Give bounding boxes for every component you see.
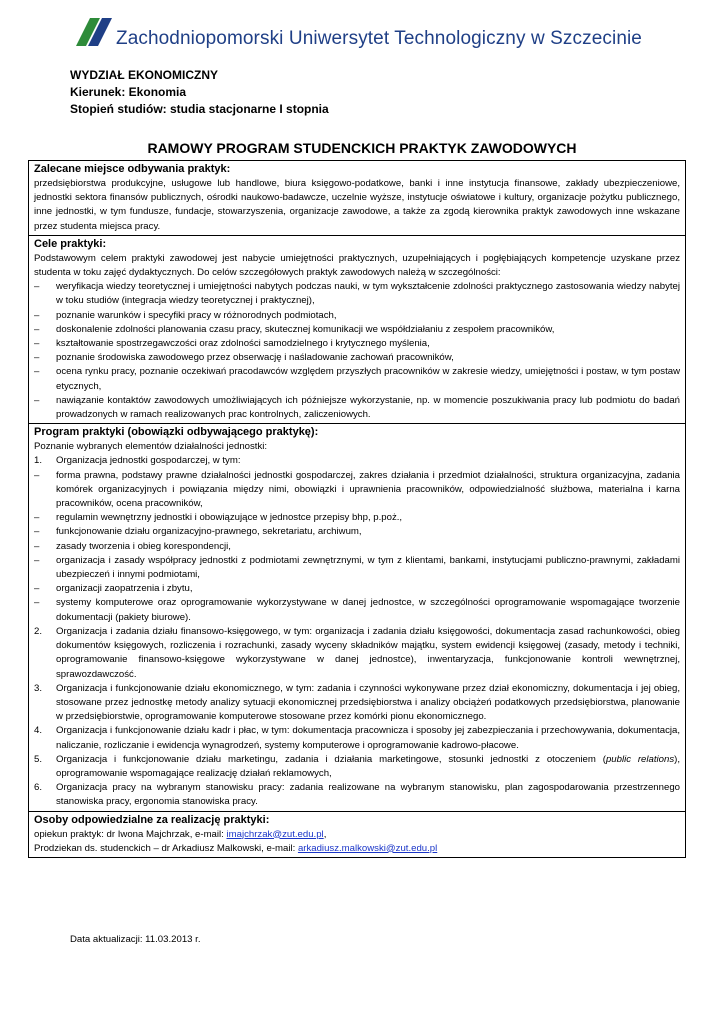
list-item: – kształtowanie spostrzegawczości oraz zdolności samodzielnego i krytycznego myślenia, [34,337,680,351]
vice-dean-email-link[interactable]: arkadiusz.malkowski@zut.edu.pl [297,842,438,854]
section-goals-intro: Podstawowym celem praktyki zawodowej jest nabycie umiejętności praktycznych, uzupełniających i pogłębiających kompetencje uzyskane przez studenta w toku zajęć dydaktycznych. Do celów szczegółowych praktyk zawodowych należą w szczególności: [34,252,680,279]
list-item: – regulamin wewnętrzny jednostki i obowiązujące w jednostce przepisy bhp, p.poż., [34,511,680,525]
dash-bullet: – [34,469,40,481]
dash-bullet: – [34,338,40,350]
dash-bullet: – [34,512,40,524]
list-item: – ocena rynku pracy, poznanie oczekiwań pracodawców względem przyszłych pracowników w zakresie wiedzy, umiejętności i postaw, w tym postaw etycznych, [34,366,680,392]
program-list [34,454,680,468]
item-number: 4. [34,725,43,737]
study-level-label: Stopień studiów: studia stacjonarne I stopnia [70,102,329,116]
public-relations-term: public relations [605,753,675,765]
section-program [29,423,685,810]
dash-bullet: – [34,394,40,406]
goals-list [34,280,680,422]
program-table [28,160,686,858]
section-goals [29,235,685,423]
section-place [29,161,685,235]
dash-bullet: – [34,352,40,364]
dash-bullet: – [34,281,40,293]
dash-bullet: – [34,554,40,566]
list-item: – organizacja i zasady współpracy jednostki z podmiotami zewnętrznymi, w tym z klientami, bankami, instytucjami publiczno-prawnymi, zakładami ubezpieczeń i innymi podmiotami, [34,554,680,581]
dash-bullet: – [34,583,40,595]
program-item-6: 6. Organizacja pracy na wybranym stanowisku pracy: zadania realizowane na wybranym stanowisku, plan zagospodarowania przestrzennego stanowiska pracy, ergonomia stanowiska pracy. [34,782,680,808]
dash-bullet: – [34,366,40,378]
dash-bullet: – [34,323,40,335]
section-program-heading: Program praktyki (obowiązki odbywającego praktykę): [34,426,319,439]
section-goals-heading: Cele praktyki: [34,237,107,250]
item-number: 3. [34,682,43,694]
document-meta [70,67,329,118]
list-item: – doskonalenie zdolności planowania czasu pracy, skutecznej komunikacji we współdziałaniu z zespołem pracowników, [34,323,680,337]
section-program-intro: Poznanie wybranych elementów działalności jednostki: [34,441,268,453]
program-list-continued [34,625,680,810]
university-name: Zachodniopomorski Uniwersytet Technologiczny w Szczecinie [116,28,642,49]
list-item: – organizacji zaopatrzenia i zbytu, [34,582,680,596]
dash-bullet: – [34,540,40,552]
item-number: 1. [34,455,43,467]
supervisor-email-link[interactable]: imajchrzak@zut.edu.pl [226,828,324,840]
section-persons-heading: Osoby odpowiedzialne za realizację praktyki: [34,813,270,826]
dash-bullet: – [34,309,40,321]
dash-bullet: – [34,526,40,538]
document-header [70,12,710,52]
section-place-heading: Zalecane miejsce odbywania praktyk: [34,163,231,175]
list-item: – systemy komputerowe oraz oprogramowanie wykorzystywane w danej jednostce, w szczególności oprogramowanie wspomagające tworzenie dokumentacji (pakiety biurowe). [34,597,680,623]
item-number: 6. [34,782,43,794]
section-persons [29,811,685,857]
major-label: Kierunek: Ekonomia [70,85,187,99]
list-item: – forma prawna, podstawy prawne działalności jednostki gospodarczej, zakres działania i przedmiot działalności, struktura organizacyjna, zadania komórek organizacyjnych i powiązania między nimi, obowiązki i uprawnienia pracowników, odpowiedzialność służbowa, materialna i karna pracowników, ocena pracowników, [34,469,680,510]
list-item: – weryfikacja wiedzy teoretycznej i umiejętności nabytych podczas nauki, w tym wykształcenie zdolności praktycznego zastosowania wiedzy nabytej w toku studiów (integracja wiedzy teoretycznej i praktycznej), [34,281,680,307]
section-place-text: przedsiębiorstwa produkcyjne, usługowe lub handlowe, biura księgowo-podatkowe, banki i inne instytucja finansowe, zakłady ubezpieczeniowe, jednostki sektora finansów publicznych, ośrodki naukowo-badawcze, uczelnie wyższe, instytucje oświatowe i kultury, organizacje pożytku publicznego, inne jednostki, w tym fundusze, fundacje, stowarzyszenia, organizacje zawodowe, a także za zgodą kierownika praktyk zawodowych inne wskazane przez studenta miejsca pracy. [34,178,680,232]
list-item: – funkcjonowanie działu organizacyjno-prawnego, sekretariatu, archiwum, [34,525,680,539]
vice-dean-line: Prodziekan ds. studenckich – dr Arkadiusz Malkowski, e-mail: arkadiusz.malkowski@zut.edu.pl [34,842,438,854]
program-item-3: 3. Organizacja i funkcjonowanie działu ekonomicznego, w tym: zadania i czynności wykonywane przez dział ekonomiczny, dokumentacja i jej obieg, stosowane przez jednostkę metody analizy sytuacji ekonomicznej przedsiębiorstwa i analizy obciążeń podatkowych przedsiębiorstwa, planowanie w przedsiębiorstwie, oprogramowanie komputerowe stosowane przez komórki pionu ekonomicznego. [34,682,680,723]
document-title: RAMOWY PROGRAM STUDENCKICH PRAKTYK ZAWODOWYCH [147,140,577,156]
program-item-4: 4. Organizacja i funkcjonowanie działu kadr i płac, w tym: dokumentacja pracownicza i sposoby jej zabezpieczania i przechowywania, dokumentacja, naliczanie, rozliczanie i ewidencja wynagrodzeń, systemy komputerowe i oprogramowanie kadrowo-płacowe. [34,725,680,751]
list-item: – poznanie warunków i specyfiki pracy w różnorodnych podmiotach, [34,309,680,323]
list-item: – zasady tworzenia i obieg korespondencji, [34,540,680,554]
item-number: 2. [34,625,43,637]
program-item-5: 5. Organizacja i funkcjonowanie działu marketingu, zadania i działania marketingowe, stosunki jednostki z otoczeniem (public relations), oprogramowanie wspomagające realizację działań reklamowych, [34,753,681,779]
update-date: Data aktualizacji: 11.03.2013 r. [70,934,201,945]
dash-bullet: – [34,597,40,609]
program-item-1: 1. Organizacja jednostki gospodarczej, w tym: [34,454,680,468]
item-number: 5. [34,753,43,765]
list-item: – nawiązanie kontaktów zawodowych umożliwiających ich późniejsze wykorzystanie, np. w momencie poszukiwania pracy lub podmiotu do badań prowadzonych w ramach realizowanych prac kontrolnych, zaliczeniowych. [34,394,680,421]
faculty-label: WYDZIAŁ EKONOMICZNY [70,68,218,82]
supervisor-line: opiekun praktyk: dr Iwona Majchrzak, e-mail: imajchrzak@zut.edu.pl, [34,828,327,840]
list-item: – poznanie środowiska zawodowego przez obserwację i naśladowanie zachowań pracowników, [34,351,680,365]
program-item-2: 2. Organizacja i zadania działu finansowo-księgowego, w tym: organizacja i zadania działu księgowości, dokumentacja zasad rachunkowości, obieg dokumentów księgowych, rozliczenia i rozrachunki, zasady wyceny składników majątku, system ewidencji księgowej (zasady, metody i techniki, oprogramowanie finansowo-księgowe wykorzystywane w danej jednostce), inwentaryzacja, funkcjonowanie kontroli wewnętrznej, sprawozdawczość. [34,625,680,680]
program-item-1-sublist [34,469,680,625]
